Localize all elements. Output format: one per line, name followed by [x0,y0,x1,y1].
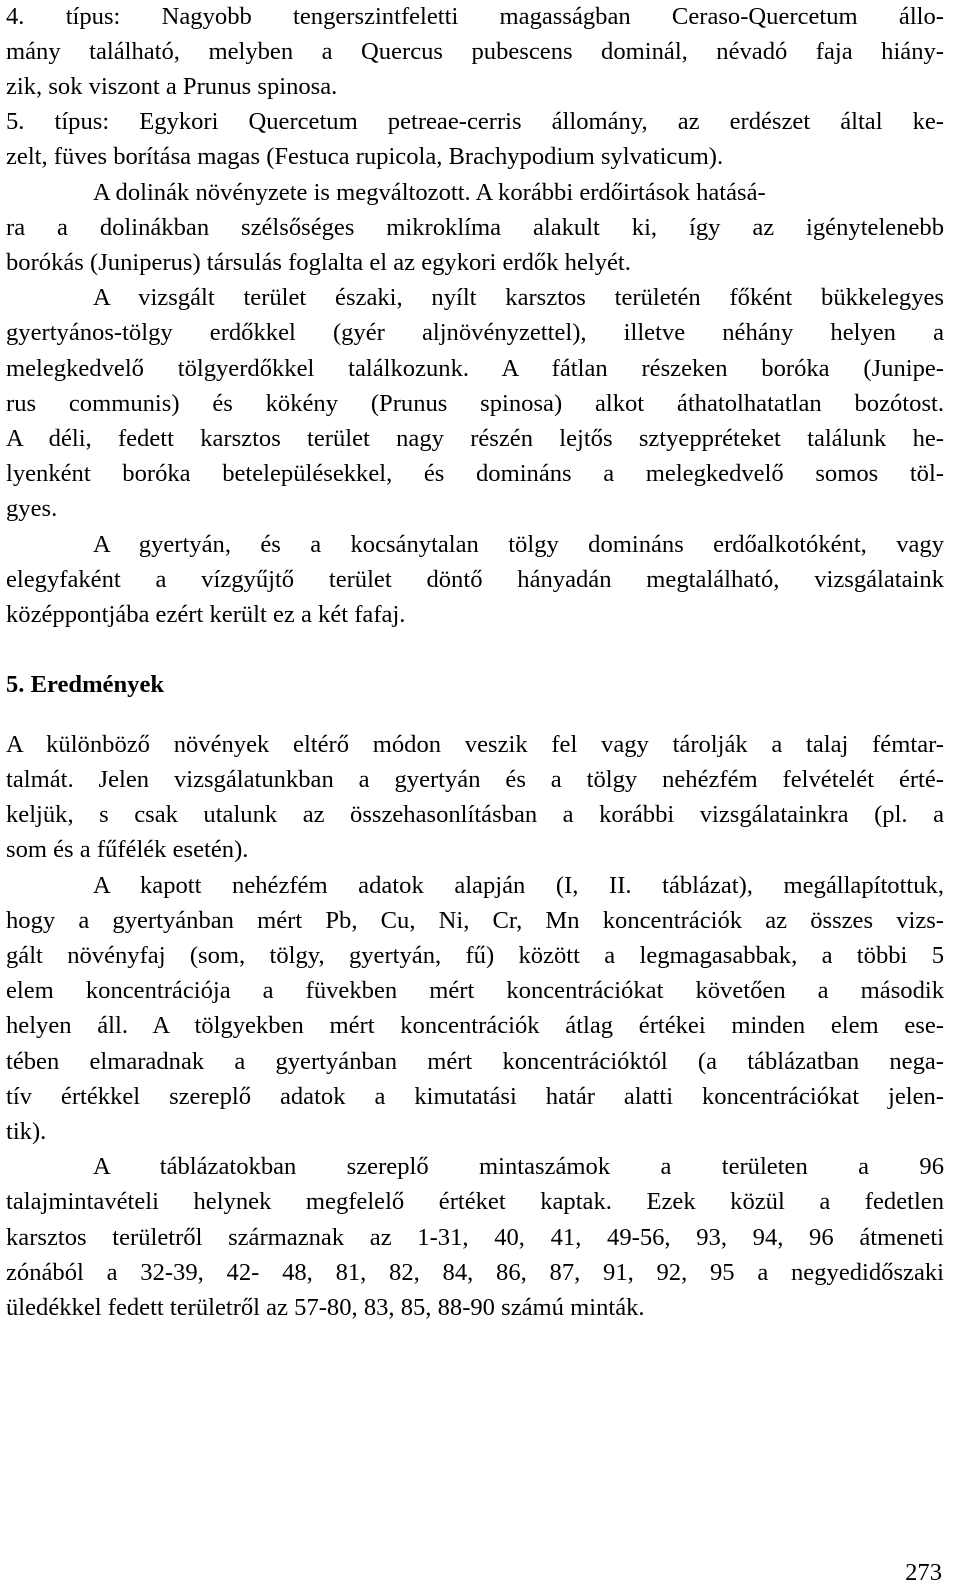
text-line: lyenként boróka betelepülésekkel, és domináns a melegkedvelő somos töl- [6,460,944,487]
text-line: mány található, melyben a Quercus pubescens dominál, névadó faja hiány- [6,38,944,65]
text-line: A különböző növények eltérő módon veszik fel vagy tárolják a talaj fémtar- [6,731,944,758]
text-line: A kapott nehézfém adatok alapján (I, II. táblázat), megállapítottuk, [93,872,944,899]
text-line: 4. típus: Nagyobb tengerszintfeletti magasságban Ceraso-Quercetum állo- [6,3,944,30]
text-line: A táblázatokban szereplő mintaszámok a területen a 96 [93,1153,944,1180]
text-line: tív értékkel szereplő adatok a kimutatási határ alatti koncentrációkat jelen- [6,1083,944,1110]
text-line: elegyfaként a vízgyűjtő terület döntő hányadán megtalálható, vizsgálataink [6,566,944,593]
text-line: zónából a 32-39, 42- 48, 81, 82, 84, 86, 87, 91, 92, 95 a negyedidőszaki [6,1259,944,1286]
text-line: hogy a gyertyánban mért Pb, Cu, Ni, Cr, Mn koncentrációk az összes vizs- [6,907,944,934]
text-line: ra a dolinákban szélsőséges mikroklíma alakult ki, így az igénytelenebb [6,214,944,241]
text-line: A gyertyán, és a kocsánytalan tölgy domináns erdőalkotóként, vagy [93,531,944,558]
text-line: borókás (Juniperus) társulás foglalta el az egykori erdők helyét. [6,249,631,276]
text-line: talmát. Jelen vizsgálatunkban a gyertyán és a tölgy nehézfém felvételét érté- [6,766,944,793]
text-line: tik). [6,1118,47,1145]
text-line: üledékkel fedett területről az 57-80, 83, 85, 88-90 számú minták. [6,1294,645,1321]
text-line: középpontjába ezért került ez a két fafaj. [6,601,406,628]
text-line: gált növényfaj (som, tölgy, gyertyán, fű) között a legmagasabbak, a többi 5 [6,942,944,969]
text-line: zik, sok viszont a Prunus spinosa. [6,73,338,100]
text-line: melegkedvelő tölgyerdőkkel találkozunk. A fátlan részeken boróka (Junipe- [6,355,944,382]
text-line: keljük, s csak utalunk az összehasonlításban a korábbi vizsgálatainkra (pl. a [6,801,944,828]
section-heading: 5. Eredmények [6,671,165,698]
text-line: A dolinák növényzete is megváltozott. A korábbi erdőirtások hatásá- [93,179,766,206]
text-line: gyes. [6,495,58,522]
text-line: helyen áll. A tölgyekben mért koncentrációk átlag értékei minden elem ese- [6,1012,944,1039]
text-line: karsztos területről származnak az 1-31, 40, 41, 49-56, 93, 94, 96 átmeneti [6,1224,944,1251]
text-line: A déli, fedett karsztos terület nagy részén lejtős sztyeppréteket találunk he- [6,425,944,452]
text-line: A vizsgált terület északi, nyílt karsztos területén főként bükkelegyes [93,284,944,311]
text-line: 5. típus: Egykori Quercetum petreae-cerris állomány, az erdészet által ke- [6,108,944,135]
text-line: gyertyános-tölgy erdőkkel (gyér aljnövényzettel), illetve néhány helyen a [6,319,944,346]
text-line: elem koncentrációja a füvekben mért koncentrációkat követően a második [6,977,944,1004]
text-line: tében elmaradnak a gyertyánban mért koncentrációktól (a táblázatban nega- [6,1048,944,1075]
page-number: 273 [905,1559,942,1586]
text-line: talajmintavételi helynek megfelelő értéket kaptak. Ezek közül a fedetlen [6,1188,944,1215]
text-line: som és a fűfélék esetén). [6,836,249,863]
text-line: zelt, füves borítása magas (Festuca rupicola, Brachypodium sylvaticum). [6,143,724,170]
text-line: rus communis) és kökény (Prunus spinosa) alkot áthatolhatatlan bozótost. [6,390,944,417]
